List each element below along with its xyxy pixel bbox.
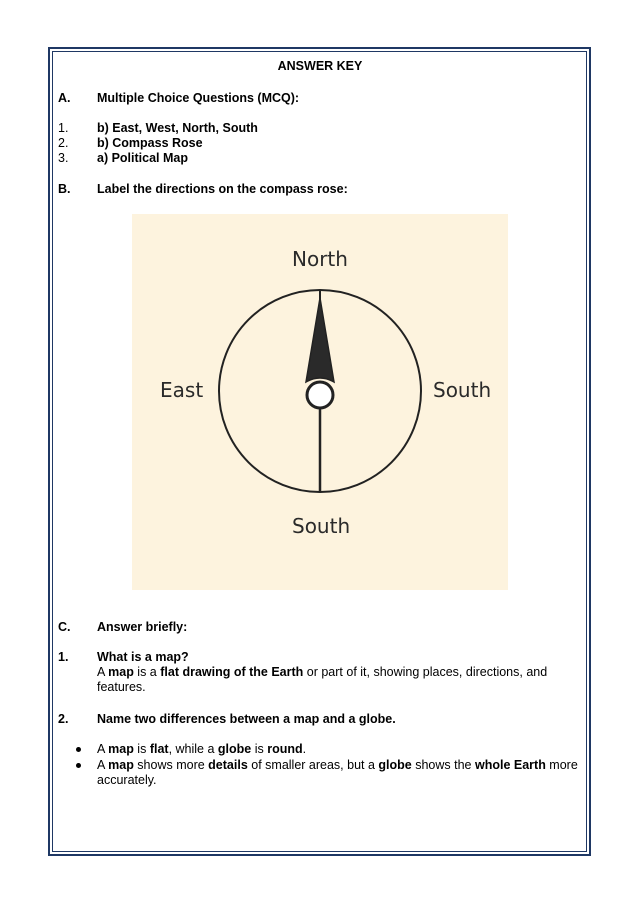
answer-text: A map is a flat drawing of the Earth or part of it, showing places, directions, and features. (97, 665, 548, 694)
section-a-heading: Multiple Choice Questions (MCQ): (97, 91, 300, 105)
list-item: A map is flat, while a globe is round. (97, 742, 307, 756)
compass-label-south-right: South (433, 378, 492, 402)
section-c-heading: Answer briefly: (97, 620, 188, 634)
question-text: Name two differences between a map and a globe. (97, 712, 396, 726)
section-b-heading: Label the directions on the compass rose: (97, 182, 348, 196)
list-item: A map shows more details of smaller areas, but a globe shows the whole Earth more accurately. (97, 758, 578, 787)
bullet-dot (76, 747, 81, 752)
question-number: 2. (58, 712, 69, 726)
bullet-dot (76, 763, 81, 768)
mcq-number: 3. (58, 151, 69, 165)
mcq-answer: b) Compass Rose (97, 136, 203, 150)
compass-label-east: East (160, 378, 204, 402)
mcq-number: 1. (58, 121, 69, 135)
page-title: ANSWER KEY (277, 59, 363, 73)
question-text: What is a map? (97, 650, 189, 664)
mcq-answer: a) Political Map (97, 151, 188, 165)
section-b-letter: B. (58, 182, 71, 196)
section-a-letter: A. (58, 91, 71, 105)
question-number: 1. (58, 650, 69, 664)
compass-label-north: North (292, 247, 348, 271)
mcq-answer: b) East, West, North, South (97, 121, 258, 135)
mcq-number: 2. (58, 136, 69, 150)
section-c-letter: C. (58, 620, 71, 634)
compass-label-south-bottom: South (292, 514, 351, 538)
compass-rose-figure (132, 214, 508, 590)
